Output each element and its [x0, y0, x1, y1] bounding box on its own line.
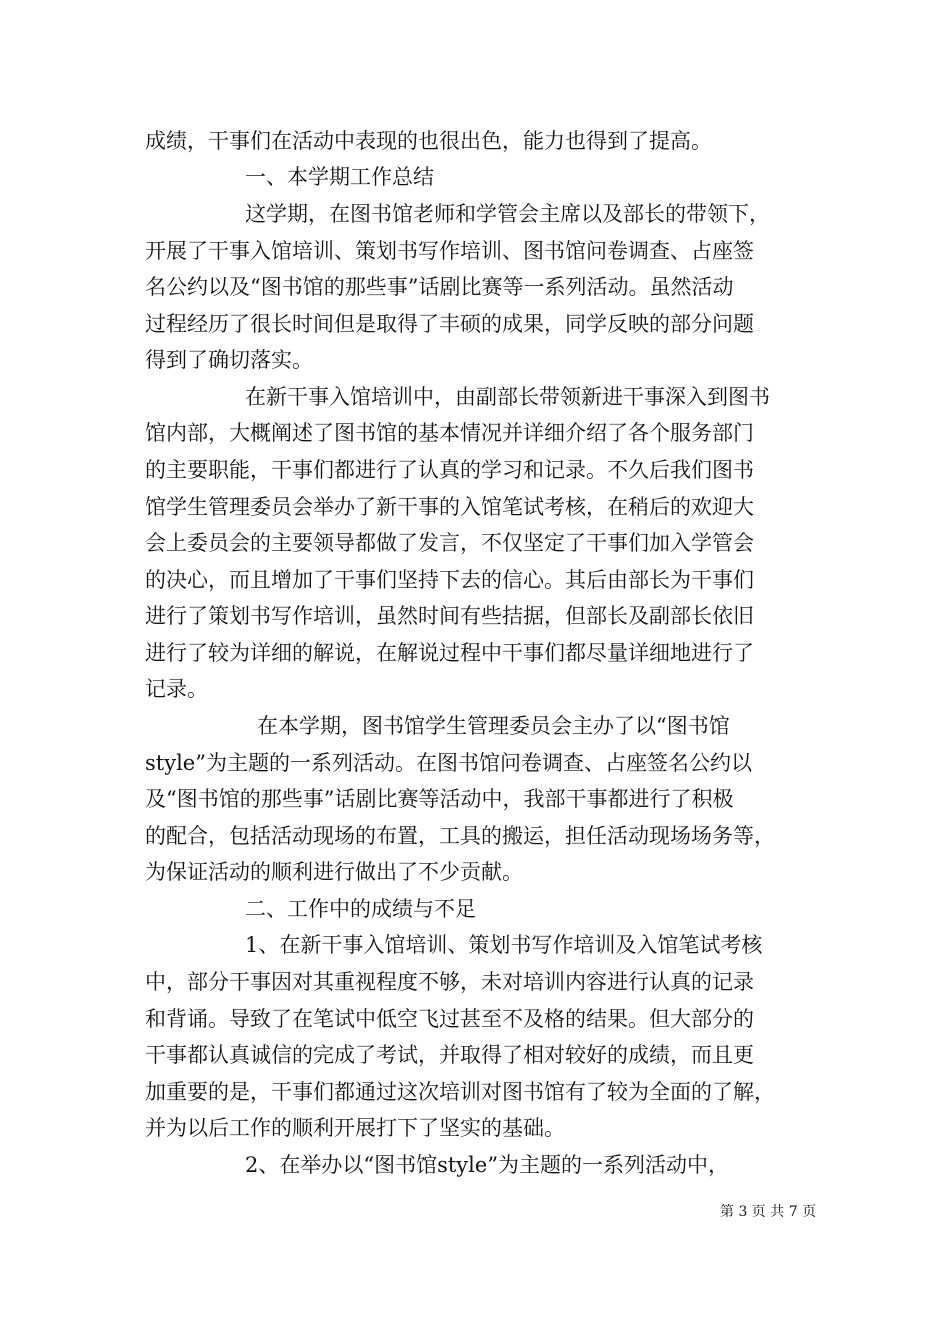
- text-line: 及“图书馆的那些事”话剧比赛等活动中，我部干事都进行了积极: [145, 787, 734, 811]
- text-line: 2、在举办以“图书馆style”为主题的一系列活动中，: [245, 1153, 730, 1177]
- text-line: 中，部分干事因对其重视程度不够，未对培训内容进行认真的记录: [145, 970, 754, 994]
- text-line: 干事都认真诚信的完成了考试，并取得了相对较好的成绩，而且更: [145, 1043, 754, 1067]
- text-line: 为保证活动的顺利进行做出了不少贡献。: [145, 860, 523, 884]
- text-line: 的决心，而且增加了干事们坚持下去的信心。其后由部长为干事们: [145, 568, 754, 592]
- text-line: 成绩，干事们在活动中表现的也很出色，能力也得到了提高。: [145, 129, 712, 153]
- text-line: 的主要职能，干事们都进行了认真的学习和记录。不久后我们图书: [145, 458, 754, 482]
- text-line: 在本学期，图书馆学生管理委员会主办了以“图书馆: [257, 714, 730, 738]
- text-line: 和背诵。导致了在笔试中低空飞过甚至不及格的结果。但大部分的: [145, 1007, 754, 1031]
- text-line: 过程经历了很长时间但是取得了丰硕的成果，同学反映的部分问题: [145, 312, 754, 336]
- text-line: 进行了策划书写作培训，虽然时间有些拮据，但部长及副部长依旧: [145, 604, 754, 628]
- section-heading: 一、本学期工作总结: [245, 165, 434, 189]
- section-heading: 二、工作中的成绩与不足: [245, 897, 476, 921]
- page-number: 第 3 页 共 7 页: [720, 1204, 817, 1220]
- text-line: 得到了确切落实。: [145, 348, 313, 372]
- text-line: 记录。: [145, 677, 208, 701]
- text-line: 并为以后工作的顺利开展打下了坚实的基础。: [145, 1116, 565, 1140]
- text-line: 这学期，在图书馆老师和学管会主席以及部长的带领下，: [245, 202, 770, 226]
- text-line: 在新干事入馆培训中，由副部长带领新进干事深入到图书: [245, 385, 770, 409]
- text-line: 的配合，包括活动现场的布置，工具的搬运，担任活动现场场务等，: [145, 824, 775, 848]
- text-line: style”为主题的一系列活动。在图书馆问卷调查、占座签名公约以: [145, 751, 752, 775]
- text-line: 加重要的是，干事们都通过这次培训对图书馆有了较为全面的了解，: [145, 1080, 775, 1104]
- text-line: 1、在新干事入馆培训、策划书写作培训及入馆笔试考核: [245, 933, 763, 957]
- text-line: 馆内部，大概阐述了图书馆的基本情况并详细介绍了各个服务部门: [145, 421, 754, 445]
- text-line: 开展了干事入馆培训、策划书写作培训、图书馆问卷调查、占座签: [145, 239, 754, 263]
- text-line: 进行了较为详细的解说，在解说过程中干事们都尽量详细地进行了: [145, 641, 754, 665]
- text-line: 会上委员会的主要领导都做了发言，不仅坚定了干事们加入学管会: [145, 531, 754, 555]
- text-line: 名公约以及“图书馆的那些事”话剧比赛等一系列活动。虽然活动: [145, 275, 734, 299]
- text-line: 馆学生管理委员会举办了新干事的入馆笔试考核，在稍后的欢迎大: [145, 495, 754, 519]
